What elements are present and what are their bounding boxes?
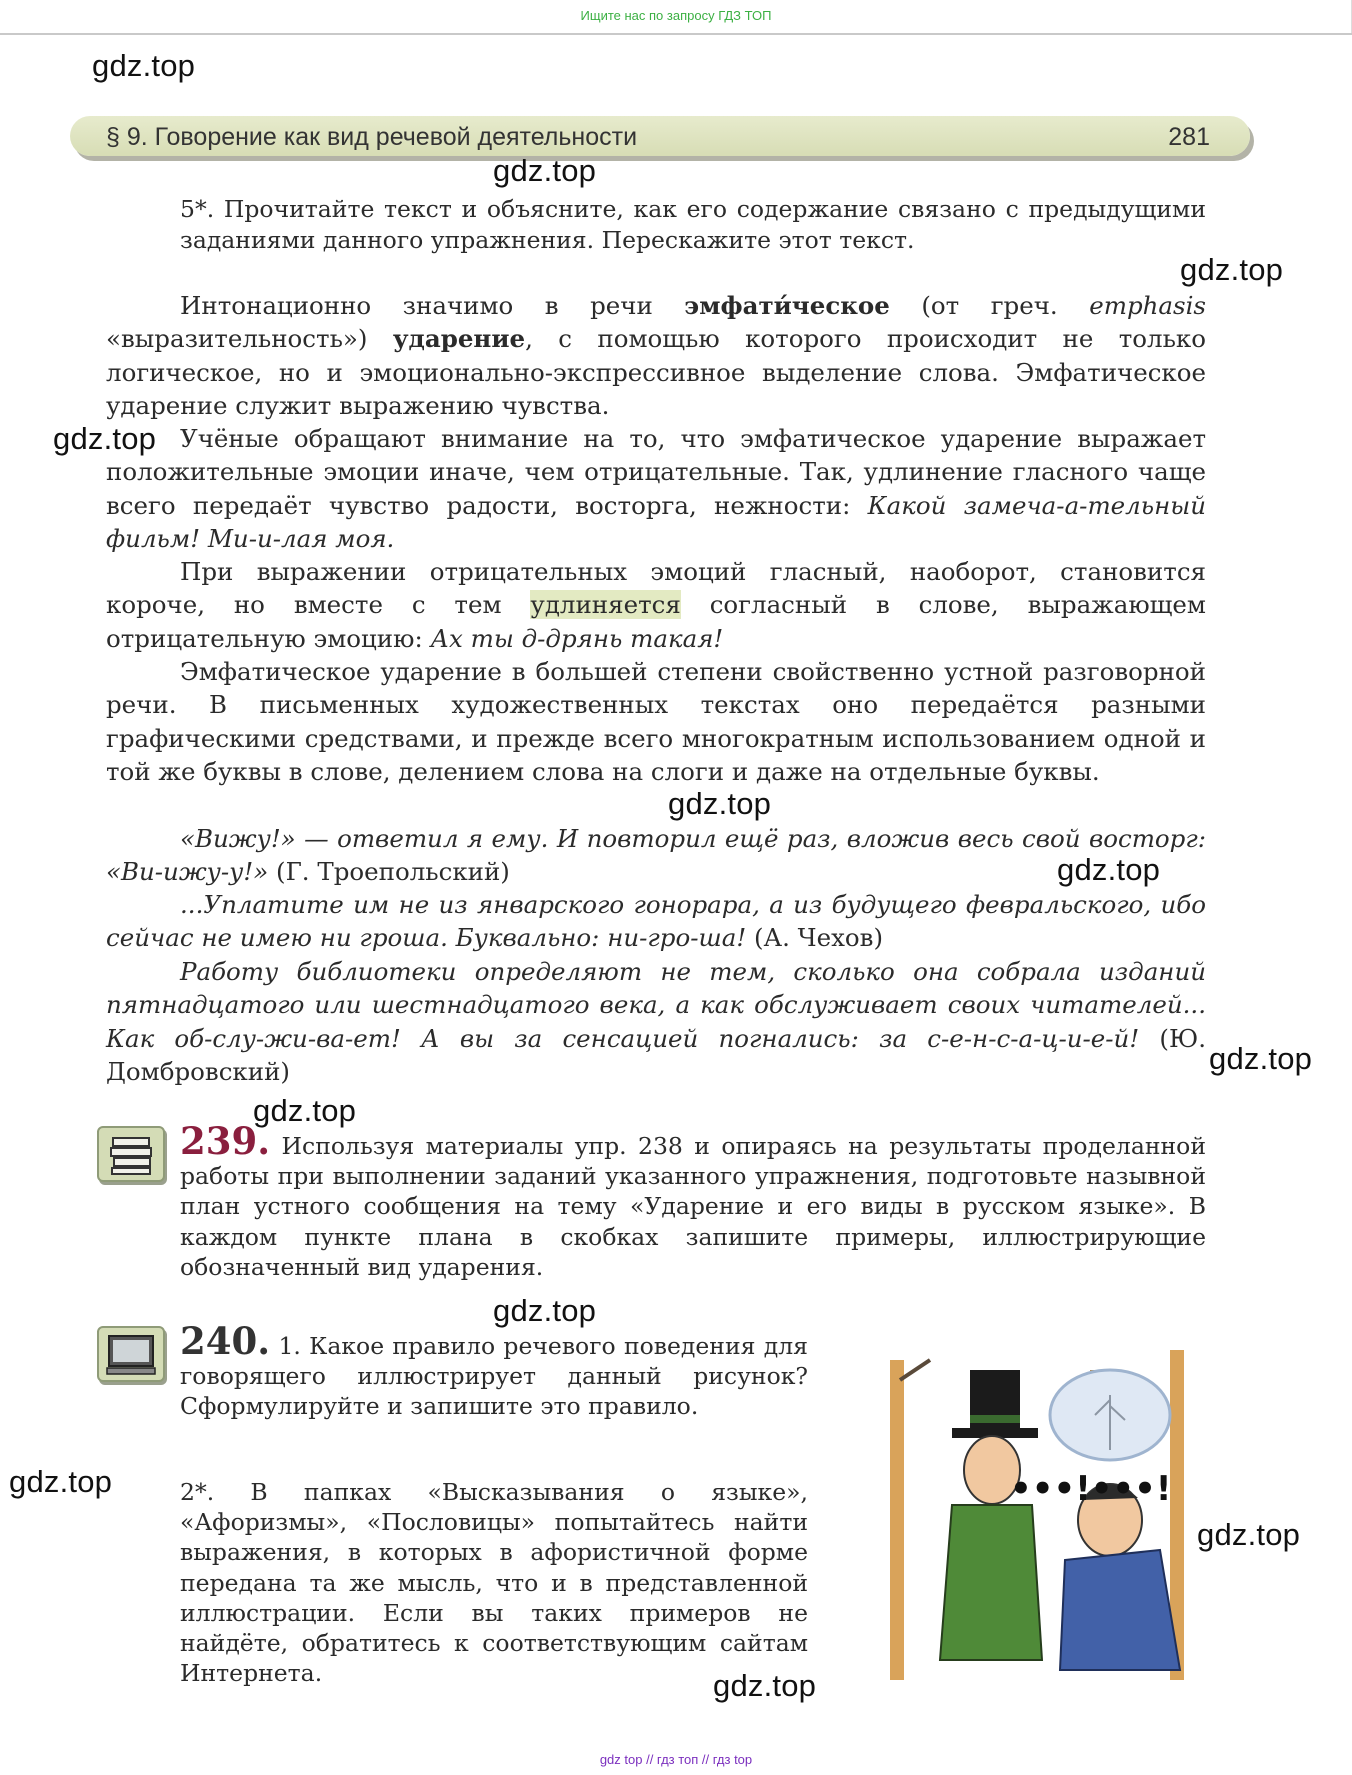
quote-chekhov: ...Уплатите им не из январского гонорара, а из будущего февральского, ибо сейчас не имею ни гроша. Буквально: ни-гро-ша! (А. Чехов) bbox=[106, 890, 1206, 953]
exercise-239: 239. Используя материалы упр. 238 и опираясь на результаты проделанной работы при выполнении заданий указанного упражнения, подготовьте назывной план устного сообщения на тему «Ударение и его виды в русском языке». В каждом пункте плана в скобках запишите примеры, иллюстрирующие обозначенный вид ударения. bbox=[180, 1119, 1206, 1281]
paragraph-positive-emotions: Учёные обращают внимание на то, что эмфатическое ударение выражает положительные эмоции иначе, чем отрицательные. Так, удлинение гласного чаще всего передаёт чувство радости, восторга, нежности: Какой замеча-а-тельный фильм! Ми-и-лая моя. bbox=[106, 424, 1206, 553]
top-banner-text: Ищите нас по запросу ГДЗ ТОП bbox=[580, 8, 772, 23]
watermark: gdz.top bbox=[1057, 852, 1161, 887]
watermark: gdz.top bbox=[92, 48, 196, 83]
top-banner bbox=[0, 0, 1352, 35]
quote-dombrovsky: Работу библиотеки определяют не тем, сколько она собрала изданий пятнадцатого или шестнадцатого века, а как обслуживает своих читателей... Как об-слу-жи-ва-ет! А вы за сенсацией погнались: за с-е-н-с-а-ц-и-е-й! (Ю. Домбровский) bbox=[106, 957, 1206, 1086]
exercise-240-number: 240. bbox=[180, 1319, 271, 1363]
section-header bbox=[70, 116, 1250, 156]
paragraph-written-texts: Эмфатическое ударение в большей степени свойственно устной разговорной речи. В письменных художественных текстах оно передаётся разными графическими средствами, и прежде всего многократным использованием одной и той же буквы в слове, делением слова на слоги и даже на отдельные буквы. bbox=[106, 657, 1206, 786]
page-number: 281 bbox=[1168, 123, 1210, 151]
footer-links: gdz top // гдз топ // гдз top bbox=[599, 1752, 753, 1767]
quote-troepolsky: «Вижу!» — ответил я ему. И повторил ещё раз, вложив весь свой восторг: «Ви-ижу-у!» (Г. Троепольский) bbox=[106, 824, 1206, 887]
speech-marks: •••!•••! bbox=[1010, 1469, 1172, 1509]
watermark: gdz.top bbox=[9, 1464, 113, 1499]
watermark: gdz.top bbox=[713, 1668, 817, 1703]
paragraph-negative-emotions: При выражении отрицательных эмоций гласный, наоборот, становится короче, но вместе с тем удлиняется согласный в слове, выражающем отрицательную эмоцию: Ах ты д-дрянь такая! bbox=[106, 557, 1206, 653]
highlighted-word: удлиняется bbox=[530, 590, 681, 620]
section-title: § 9. Говорение как вид речевой деятельности bbox=[106, 123, 638, 151]
watermark: gdz.top bbox=[493, 1293, 597, 1328]
task-5-text: 5*. Прочитайте текст и объясните, как его содержание связано с предыдущими заданиями данного упражнения. Перескажите этот текст. bbox=[180, 195, 1206, 254]
books-icon bbox=[97, 1126, 165, 1182]
watermark: gdz.top bbox=[1180, 252, 1284, 287]
illustration bbox=[860, 1340, 1200, 1680]
computer-icon bbox=[97, 1326, 165, 1382]
watermark: gdz.top bbox=[1209, 1041, 1313, 1076]
watermark: gdz.top bbox=[493, 153, 597, 188]
watermark: gdz.top bbox=[53, 421, 157, 456]
watermark: gdz.top bbox=[253, 1093, 357, 1128]
watermark: gdz.top bbox=[668, 786, 772, 821]
exercise-240-task-1: 240. 1. Какое правило речевого поведения для говорящего иллюстрирует данный рисунок? Сформулируйте и запишите это правило. bbox=[180, 1319, 808, 1421]
paragraph-emphatic-definition: Интонационно значимо в речи эмфати́ческое (от греч. emphasis «выразительность») ударение, с помощью которого происходит не только логическое, но и эмоционально-экспрессивное выделение слова. Эмфатическое ударение служит выражению чувства. bbox=[106, 291, 1207, 420]
exercise-240-task-2: 2*. В папках «Высказывания о языке», «Афоризмы», «Пословицы» попытайтесь найти выражения, в которых в афористичной форме передана та же мысль, что и в представленной иллюстрации. Если вы таких примеров не найдёте, обратитесь к соответствующим сайтам Интернета. bbox=[180, 1478, 808, 1688]
watermark: gdz.top bbox=[1197, 1517, 1301, 1552]
exercise-239-number: 239. bbox=[180, 1119, 271, 1163]
